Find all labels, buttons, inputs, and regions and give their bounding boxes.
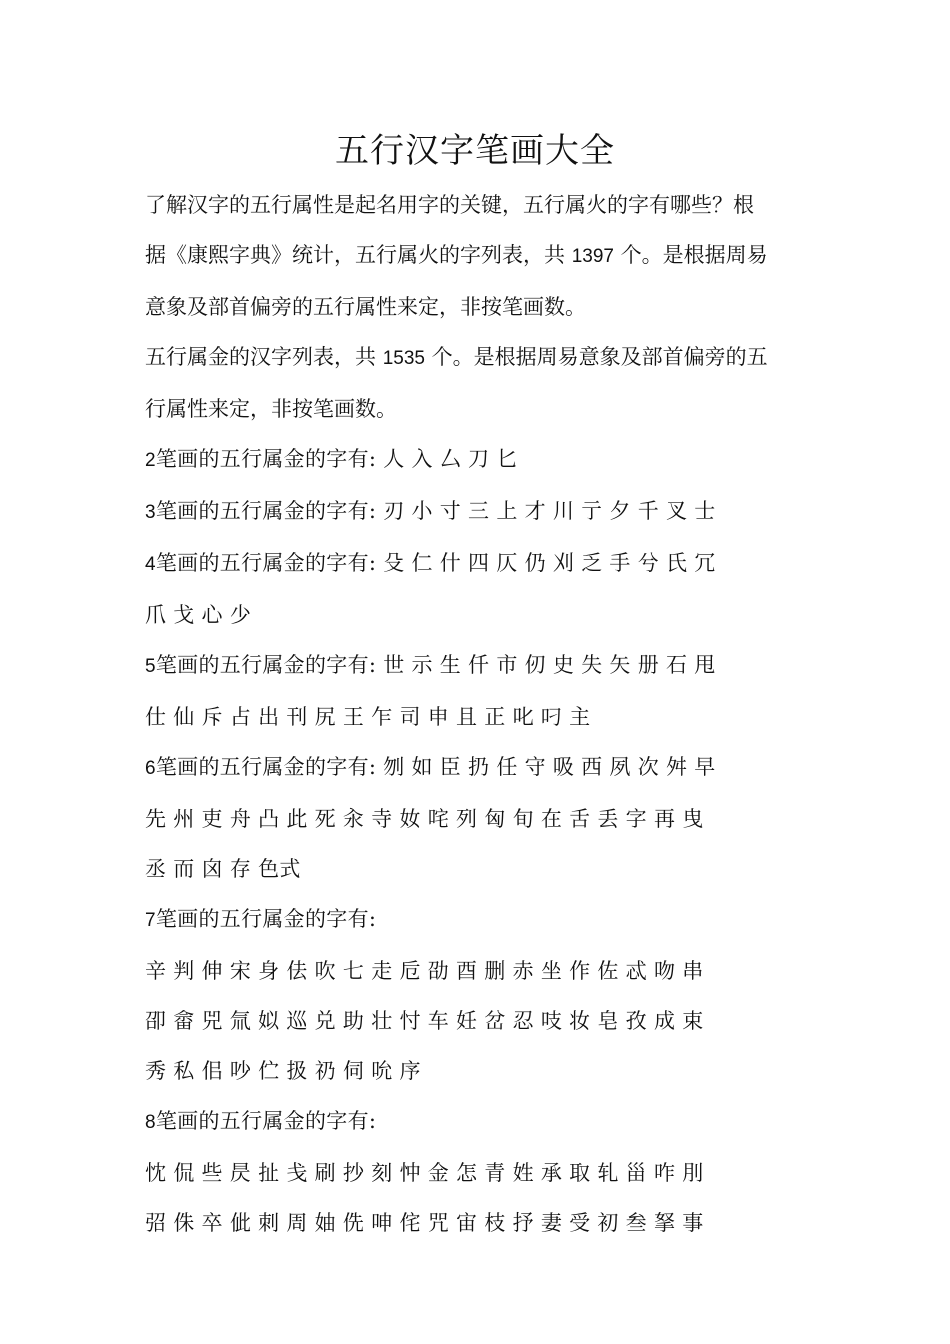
stroke-group-heading	[145, 486, 810, 538]
char-list-line: 辛 判 伸 宋 身 佉 吹 七 走 卮 劭 酉 删 赤 坐 作 佐 忒 吻 串	[145, 959, 704, 983]
char-list-line: 世 示 生 仟 市 仞 史 失 矢 册 石 甩	[383, 653, 716, 677]
char-list-line: 弨 侏 卒 佌 刺 周 妯 侁 呻 侘 咒 宙 枝 抒 妻 受 初 叁 拏 事	[145, 1211, 704, 1235]
stroke-group-heading	[145, 1096, 810, 1148]
stroke-group-label: 笔画的五行属金的字有:	[155, 653, 377, 677]
intro-1-count: 1397	[571, 246, 614, 267]
stroke-group-label: 笔画的五行属金的字有:	[155, 907, 377, 931]
char-list-line: 忱 侃 些 昃 扯 戋 刷 抄 刻 忡 金 怎 青 姓 承 取 轧 甾 咋 刖	[145, 1161, 704, 1185]
stroke-group-heading	[145, 538, 810, 590]
intro-1-line-2-pre: 据《康熙字典》统计，五行属火的字列表，共	[145, 243, 572, 267]
stroke-group-5	[145, 640, 810, 742]
stroke-group-label: 笔画的五行属金的字有:	[155, 755, 377, 779]
intro-1-line-1: 了解汉字的五行属性是起名用字的关键，五行属火的字有哪些？根	[145, 193, 754, 217]
stroke-group-4	[145, 538, 810, 640]
intro-paragraph-2	[145, 332, 810, 434]
stroke-count: 4	[145, 554, 156, 575]
stroke-group-2	[145, 434, 810, 486]
char-list-line: 秀 私 佀 吵 伫 扱 礽 伺 吮 序	[145, 1059, 421, 1083]
document-title: 五行汉字笔画大全	[335, 131, 615, 171]
stroke-count: 6	[145, 758, 156, 779]
char-list-line: 先 州 吏 舟 凸 此 死 汆 寺 奻 咤 列 匈 旬 在 舌 丢 字 再 曳	[145, 807, 704, 831]
intro-2-line-2: 行属性来定，非按笔画数。	[145, 397, 397, 421]
stroke-count: 5	[145, 656, 156, 677]
stroke-group-7	[145, 894, 810, 1096]
char-list-line: 丞 而 囟 存 色式	[145, 857, 301, 881]
char-list-line: 人 入 厶 刀 匕	[383, 447, 518, 471]
stroke-count: 2	[145, 450, 156, 471]
stroke-group-heading	[145, 742, 810, 794]
stroke-group-label: 笔画的五行属金的字有:	[155, 1109, 377, 1133]
stroke-group-8	[145, 1096, 810, 1248]
document-body	[145, 180, 810, 1248]
intro-1-line-2-post: 个。是根据周易	[613, 243, 768, 267]
intro-paragraph-1	[145, 180, 810, 332]
intro-2-line-1-pre: 五行属金的汉字列表，共	[145, 345, 383, 369]
char-list-line: 卲 畲 兕 氚 姒 巡 兑 助 壮 忖 车 妊 岔 忍 吱 妆 皂 孜 成 束	[145, 1009, 704, 1033]
stroke-count: 7	[145, 910, 156, 931]
stroke-count: 3	[145, 502, 156, 523]
stroke-group-heading	[145, 894, 810, 946]
stroke-group-3	[145, 486, 810, 538]
stroke-group-heading	[145, 640, 810, 692]
stroke-count: 8	[145, 1112, 156, 1133]
char-list-line: 殳 仁 什 四 仄 仍 刈 乏 手 兮 氏 冗	[383, 551, 716, 575]
stroke-group-label: 笔画的五行属金的字有:	[155, 447, 377, 471]
char-list-line: 仕 仙 斥 占 出 刊 尻 王 乍 司 申 且 正 叱 叼 主	[145, 705, 591, 729]
stroke-group-6	[145, 742, 810, 894]
char-list-line: 刎 如 臣 扔 任 守 吸 西 夙 次 舛 早	[383, 755, 716, 779]
intro-2-count: 1535	[382, 348, 425, 369]
stroke-group-label: 笔画的五行属金的字有:	[155, 499, 377, 523]
char-list-line: 爪 戈 心 少	[145, 603, 252, 627]
stroke-group-heading	[145, 434, 810, 486]
intro-1-line-3: 意象及部首偏旁的五行属性来定，非按笔画数。	[145, 295, 586, 319]
intro-2-line-1-post: 个。是根据周易意象及部首偏旁的五	[424, 345, 768, 369]
stroke-group-label: 笔画的五行属金的字有:	[155, 551, 377, 575]
char-list-line: 刃 小 寸 三 上 才 川 亍 夕 千 叉 士	[383, 499, 716, 523]
